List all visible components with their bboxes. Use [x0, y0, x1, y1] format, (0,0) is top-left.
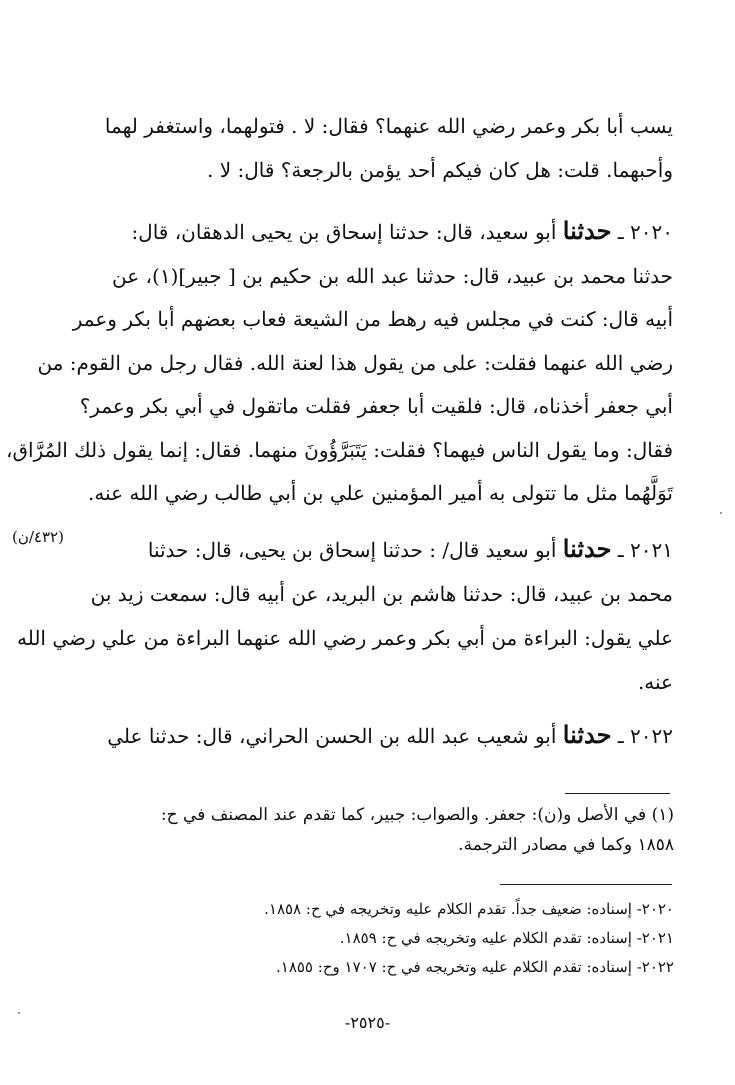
- hadith-2021-keyword: حدثنا: [562, 534, 612, 563]
- manuscript-folio-reference: (٤٣٢/ن): [12, 528, 64, 546]
- hadith-2021-line-1: [103, 527, 673, 572]
- hadith-2022-line-1: [103, 713, 673, 758]
- hadith-2020-line-3: أبيه قال: كنت في مجلس فيه رهط من الشيعة فعاب بعضهم أبا بكر وعمر: [72, 307, 673, 331]
- takhrij-separator: [500, 884, 672, 885]
- hadith-2020-line-4: رضي الله عنهما فقلت: على من يقول هذا لعنة الله. فقال رجل من القوم: من: [37, 350, 673, 375]
- takhrij-2021: ٢٠٢١- إسناده: تقدم الكلام عليه وتخريجه في ح: ١٨٥٩.: [339, 929, 674, 947]
- hadith-2022: [103, 713, 673, 758]
- hadith-2022-text-1: أبو شعيب عبد الله بن الحسن الحراني، قال: حدثنا علي: [107, 724, 557, 748]
- hadith-2020-text-1: أبو سعيد، قال: حدثنا إسحاق بن يحيى الدهقان، قال:: [131, 220, 557, 244]
- takhrij-notes: [100, 895, 674, 982]
- hadith-2020-line-7: تَوَلَّهُما مثل ما تتولى به أمير المؤمنين علي بن أبي طالب رضي الله عنه.: [88, 481, 673, 505]
- footnote-line-1: (١) في الأصل و(ن): جعفر. والصواب: جبير، كما تقدم عند المصنف في ح:: [160, 805, 674, 825]
- scan-speck: [18, 1012, 20, 1014]
- hadith-2021-text-1: أبو سعيد قال/ : حدثنا إسحاق بن يحيى، قال: حدثنا: [147, 538, 557, 562]
- scan-speck: [720, 512, 722, 514]
- hadith-2020: [6, 209, 673, 516]
- hadith-2021-line-3: علي يقول: البراءة من أبي بكر وعمر رضي الله عنهما البراءة من علي رضي الله: [16, 626, 673, 650]
- footnote-separator: [565, 793, 670, 794]
- footnote: [100, 800, 674, 860]
- hadith-2020-line-6: فقال: وما يقول الناس فيهما؟ فقلت: يَتَبَرَّؤُونَ منهما. فقال: إنما يقول ذلك المُرَّاق،: [6, 437, 673, 462]
- footnote-line-2: ١٨٥٨ وكما في مصادر الترجمة.: [458, 835, 674, 855]
- hadith-2021-line-4: عنه.: [637, 670, 673, 694]
- hadith-2020-line-2: حدثنا محمد بن عبيد، قال: حدثنا عبد الله بن حكيم بن [ جبير](١)، عن: [112, 263, 673, 288]
- hadith-2022-number: ٢٠٢٢ ـ: [617, 724, 673, 748]
- hadith-2020-number: ٢٠٢٠ ـ: [617, 220, 673, 244]
- page-number: -٢٥٢٥-: [344, 1013, 391, 1032]
- hadith-2021-number: ٢٠٢١ ـ: [617, 538, 673, 562]
- intro-line-2: وأحبهما. قلت: هل كان فيكم أحد يؤمن بالرجعة؟ قال: لا .: [206, 158, 673, 182]
- takhrij-2020: ٢٠٢٠- إسناده: ضعيف جداً. تقدم الكلام عليه وتخريجه في ح: ١٨٥٨.: [264, 900, 674, 918]
- intro-line-1: يسب أبا بكر وعمر رضي الله عنهما؟ فقال: لا . فتولهما، واستغفر لهما: [104, 114, 673, 138]
- hadith-2020-line-5: أبي جعفر أخذناه، قال: فلقيت أبا جعفر فقلت ماتقول في أبي بكر وعمر؟: [79, 394, 673, 418]
- intro-paragraph: [103, 104, 673, 192]
- hadith-2020-line-1: [103, 209, 673, 255]
- hadith-2021-line-2: محمد بن عبيد، قال: حدثنا هاشم بن البريد، عن أبيه قال: سمعت زيد بن: [90, 582, 673, 606]
- hadith-2020-keyword: حدثنا: [562, 216, 612, 245]
- takhrij-2022: ٢٠٢٢- إسناده: تقدم الكلام عليه وتخريجه في ح: ١٧٠٧ وح: ١٨٥٥.: [275, 958, 674, 976]
- hadith-2022-keyword: حدثنا: [562, 720, 612, 749]
